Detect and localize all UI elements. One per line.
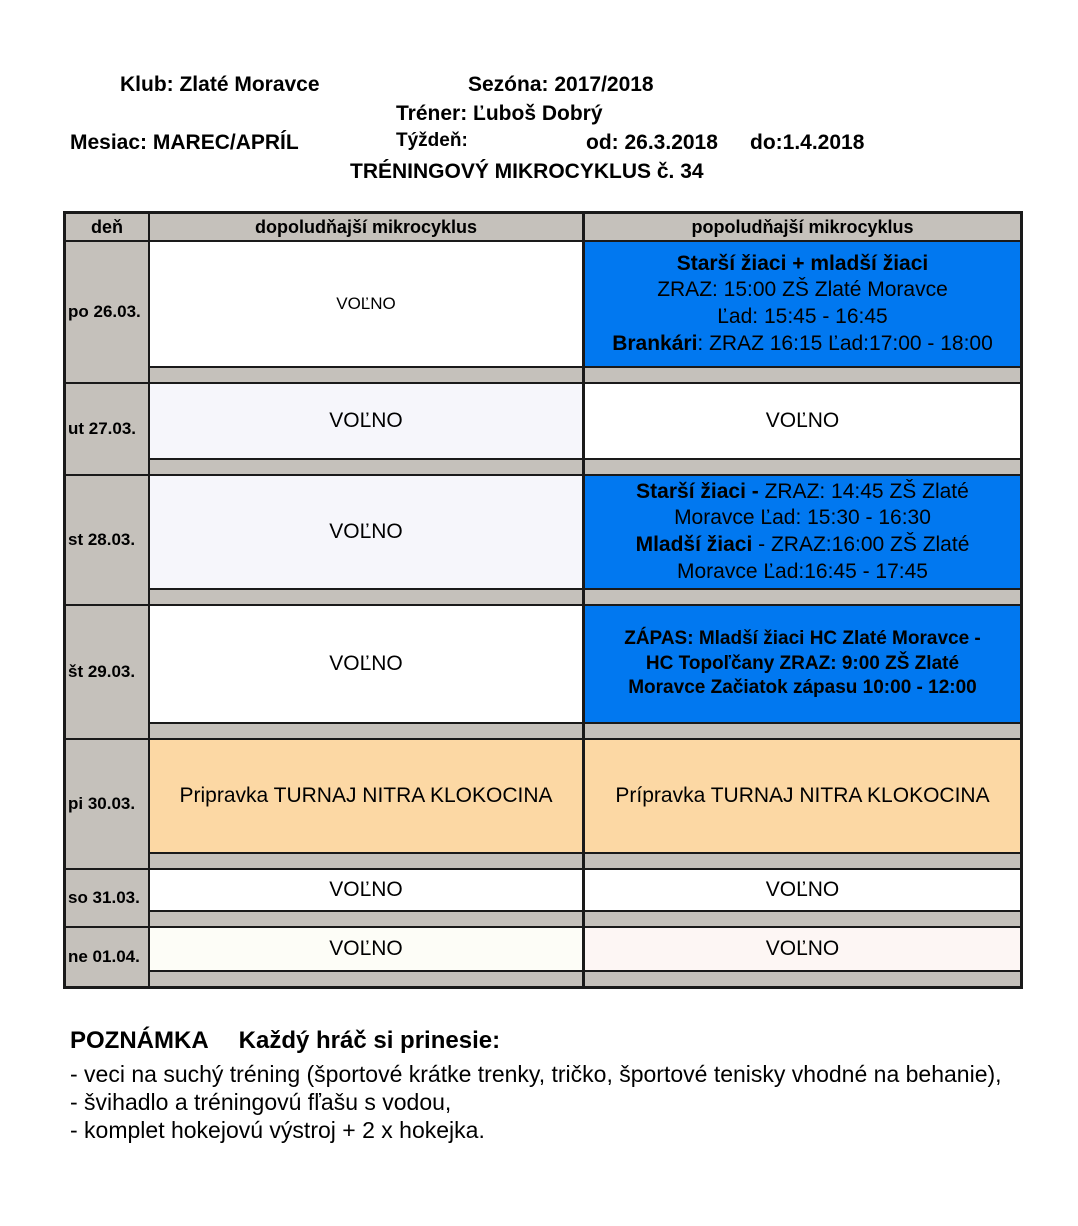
morning-activity: VOĽNO — [150, 242, 582, 368]
row-spacer — [150, 590, 582, 604]
activity-line — [636, 479, 970, 506]
day-cell: po 26.03. — [66, 242, 150, 384]
afternoon-cell — [585, 740, 1020, 870]
table-row — [66, 606, 1020, 740]
schedule-table — [63, 211, 1023, 989]
column-header-afternoon: popoludňajší mikrocyklus — [585, 214, 1020, 242]
row-spacer — [585, 368, 1020, 382]
day-cell: ut 27.03. — [66, 384, 150, 476]
morning-cell — [150, 476, 585, 606]
day-cell: so 31.03. — [66, 870, 150, 928]
morning-activity: VOĽNO — [150, 606, 582, 724]
morning-activity: VOĽNO — [150, 384, 582, 460]
note-heading — [70, 1026, 1050, 1056]
activity-detail: : ZRAZ 16:15 Ľad:17:00 - 18:00 — [697, 331, 993, 355]
morning-cell — [150, 928, 585, 986]
column-header-day: deň — [66, 214, 150, 242]
activity-group: Brankári — [612, 331, 698, 355]
morning-activity: Pripravka TURNAJ NITRA KLOKOCINA — [150, 740, 582, 854]
day-cell: pi 30.03. — [66, 740, 150, 870]
note-intro: Každý hráč si prinesie: — [238, 1027, 501, 1054]
afternoon-activity: Prípravka TURNAJ NITRA KLOKOCINA — [585, 740, 1020, 854]
activity-detail: - ZRAZ:16:00 ZŠ Zlaté — [752, 533, 970, 556]
afternoon-cell — [585, 242, 1020, 384]
row-spacer — [150, 972, 582, 986]
morning-cell — [150, 606, 585, 740]
activity-line: ZRAZ: 15:00 ZŠ Zlaté Moravce — [657, 278, 948, 302]
activity-line: Ľad: 15:45 - 16:45 — [717, 305, 888, 328]
morning-activity: VOĽNO — [150, 928, 582, 972]
table-header-row — [66, 214, 1020, 242]
morning-cell — [150, 242, 585, 384]
row-spacer — [150, 460, 582, 474]
note-item: - švihadlo a tréningovú fľašu s vodou, — [70, 1088, 452, 1115]
row-spacer — [585, 854, 1020, 868]
note-item: - komplet hokejovú výstroj + 2 x hokejka. — [70, 1117, 485, 1144]
activity-group: Mladší žiaci — [635, 533, 753, 556]
note-label: POZNÁMKA — [70, 1027, 209, 1054]
table-row — [66, 242, 1020, 384]
activity-line: Moravce Začiatok zápasu 10:00 - 12:00 — [628, 677, 977, 699]
afternoon-activity: VOĽNO — [585, 384, 1020, 460]
page-title: TRÉNINGOVÝ MIKROCYKLUS č. 34 — [350, 160, 704, 183]
row-spacer — [585, 460, 1020, 474]
activity-line: Moravce Ľad:16:45 - 17:45 — [676, 559, 928, 583]
afternoon-cell — [585, 870, 1020, 928]
row-spacer — [150, 912, 582, 926]
table-row — [66, 384, 1020, 476]
morning-activity: VOĽNO — [150, 476, 582, 590]
club-label: Klub: Zlaté Moravce — [120, 73, 320, 96]
row-spacer — [585, 912, 1020, 926]
month-label: Mesiac: MAREC/APRÍL — [70, 131, 299, 154]
activity-detail: ZRAZ: 14:45 ZŠ Zlaté — [764, 479, 969, 503]
afternoon-cell — [585, 476, 1020, 606]
row-spacer — [150, 368, 582, 382]
morning-cell — [150, 384, 585, 476]
week-from: od: 26.3.2018 — [586, 131, 718, 154]
afternoon-activity — [585, 606, 1020, 724]
week-to: do:1.4.2018 — [750, 131, 865, 154]
table-row — [66, 928, 1020, 986]
afternoon-cell — [585, 606, 1020, 740]
note-item: - veci na suchý tréning (športové krátke trenky, tričko, športové tenisky vhodné na behanie), — [70, 1060, 1002, 1087]
afternoon-activity: VOĽNO — [585, 928, 1020, 972]
coach-label: Tréner: Ľuboš Dobrý — [396, 102, 603, 125]
afternoon-activity — [585, 242, 1020, 368]
row-spacer — [150, 724, 582, 738]
day-cell: št 29.03. — [66, 606, 150, 740]
morning-cell — [150, 870, 585, 928]
afternoon-activity: VOĽNO — [585, 870, 1020, 912]
afternoon-cell — [585, 384, 1020, 476]
afternoon-activity — [585, 476, 1020, 590]
afternoon-cell — [585, 928, 1020, 986]
row-spacer — [585, 972, 1020, 986]
day-cell: ne 01.04. — [66, 928, 150, 986]
day-cell: st 28.03. — [66, 476, 150, 606]
table-row — [66, 476, 1020, 606]
table-row — [66, 740, 1020, 870]
season-label: Sezóna: 2017/2018 — [468, 73, 654, 96]
activity-group: Starší žiaci - — [636, 479, 765, 503]
week-label: Týždeň: — [396, 130, 468, 151]
activity-line — [636, 532, 970, 559]
activity-group: Starší žiaci + mladší žiaci — [676, 251, 929, 275]
row-spacer — [150, 854, 582, 868]
morning-cell — [150, 740, 585, 870]
column-header-morning: dopoludňajší mikrocyklus — [150, 214, 585, 242]
row-spacer — [585, 724, 1020, 738]
morning-activity: VOĽNO — [150, 870, 582, 912]
activity-line: HC Topoľčany ZRAZ: 9:00 ZŠ Zlaté — [645, 652, 960, 674]
activity-line: Moravce Ľad: 15:30 - 16:30 — [674, 506, 931, 530]
activity-line — [612, 331, 993, 358]
activity-line: ZÁPAS: Mladší žiaci HC Zlaté Moravce - — [624, 627, 981, 649]
note-section — [70, 1026, 1050, 1144]
row-spacer — [585, 590, 1020, 604]
table-row — [66, 870, 1020, 928]
